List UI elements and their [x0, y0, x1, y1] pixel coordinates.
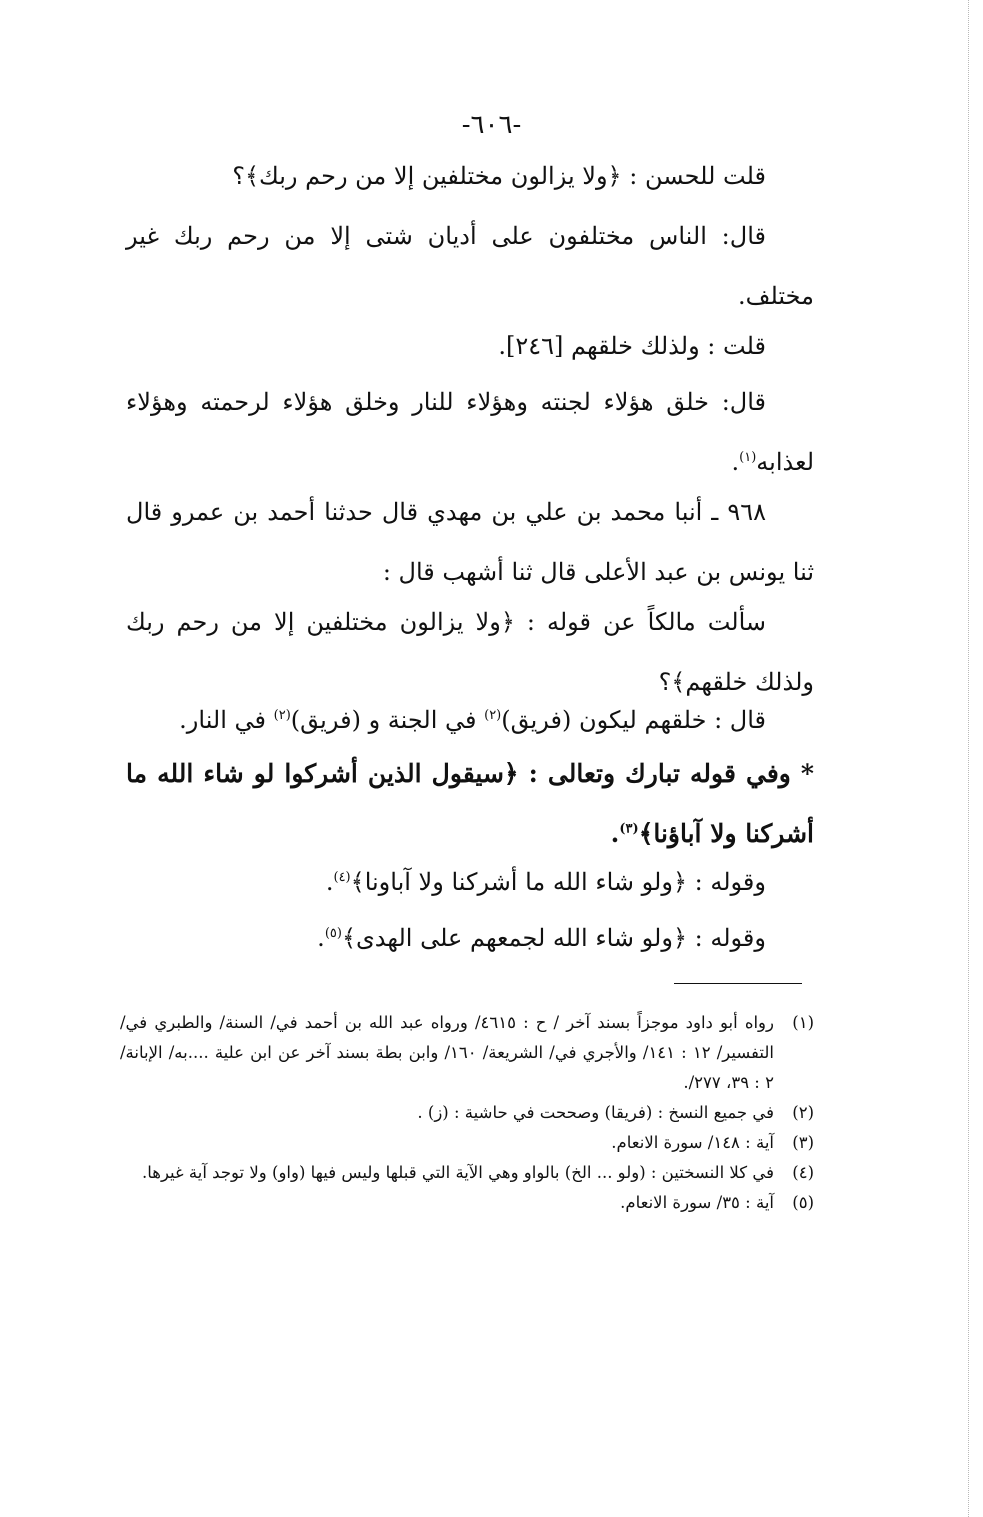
paragraph-verse-heading: [126, 744, 814, 864]
paragraph-question-hasan: [126, 146, 814, 206]
answer-creation-end: .: [731, 448, 740, 476]
footnote-3-key: (٣): [792, 1133, 814, 1152]
footnote-ref-1: (١): [739, 450, 757, 465]
footnote-4-text: في كلا النسختين : (ولو ... الخ) بالواو وهي الآية التي قبلها وليس فيها (واو) ولا توجد آية غيرها.: [141, 1163, 774, 1182]
answer-malik-part-c: في النار.: [179, 706, 274, 734]
footnote-1-text: رواه أبو داود موجزاً بسند آخر / ح : ٤٦١٥/ ورواه عبد الله بن أحمد في/ السنة/ والطبري في/ التفسير/ ١٢ : ١٤١/ والأجري في/ الشريعة/ ١٦٠/ وابن بطة بسند آخر عن ابن علية ....به/ الإبانة/ ٢ : ٣٩، ٢٧٧/.: [120, 1013, 774, 1092]
page-number: -٦٠٦-: [461, 110, 522, 140]
footnote-ref-3: (٣): [619, 821, 639, 837]
answer-malik-part-a: قال : خلقهم ليكون (فريق): [501, 706, 766, 734]
footnote-ref-4: (٤): [333, 870, 351, 885]
footnote-separator: [674, 983, 802, 984]
paragraph-question-creation: [126, 316, 814, 376]
footnote-2-text: في جميع النسخ : (فريقا) وصححت في حاشية : (ز) .: [417, 1103, 774, 1122]
footnote-3: [120, 1128, 814, 1158]
footnotes-section: [120, 1008, 814, 1218]
answer-malik-part-b: في الجنة و (فريق): [290, 706, 485, 734]
question-text: قلت للحسن : ﴿ولا يزالون مختلفين إلا من رحم ربك﴾؟: [232, 162, 766, 190]
footnote-ref-2a: (٢): [484, 708, 502, 723]
verse-quote-1-text: وقوله : ﴿ولو شاء الله ما أشركنا ولا آباونا﴾: [350, 868, 766, 896]
question-malik-text: سألت مالكاً عن قوله : ﴿ولا يزالون مختلفين إلا من رحم ربك ولذلك خلقهم﴾؟: [126, 608, 814, 696]
question-creation-text: قلت : ولذلك خلقهم [٢٤٦].: [498, 332, 766, 360]
verse-quote-2-end: .: [317, 924, 325, 952]
paragraph-answer-malik: [126, 690, 814, 750]
footnote-5: [120, 1188, 814, 1218]
answer-text: قال: الناس مختلفون على أديان شتى إلا من رحم ربك غير مختلف.: [126, 222, 814, 310]
paragraph-answer-creation: [126, 372, 814, 492]
verse-quote-1-end: .: [325, 868, 334, 896]
paragraph-answer-hasan: [126, 206, 814, 326]
footnote-ref-2b: (٢): [273, 708, 291, 723]
footnote-4-key: (٤): [792, 1163, 814, 1182]
footnote-1-key: (١): [792, 1013, 814, 1032]
footnote-3-text: آية : ١٤٨/ سورة الانعام.: [611, 1133, 774, 1152]
footnote-4: [120, 1158, 814, 1188]
paragraph-verse-quote-2: [126, 908, 814, 968]
footnote-2: [120, 1098, 814, 1128]
verse-heading-end: .: [610, 819, 620, 848]
footnote-5-key: (٥): [792, 1193, 814, 1212]
footnote-5-text: آية : ٣٥/ سورة الانعام.: [620, 1193, 774, 1212]
paragraph-verse-quote-1: [126, 852, 814, 912]
paragraph-narration-968: [126, 482, 814, 602]
footnote-1: [120, 1008, 814, 1098]
verse-heading-text: * وفي قوله تبارك وتعالى : ﴿سيقول الذين أشركوا لو شاء الله ما أشركنا ولا آباؤنا﴾: [126, 759, 814, 848]
page-edge-line: [968, 0, 969, 1517]
answer-creation-text: قال: خلق هؤلاء لجنته وهؤلاء للنار وخلق هؤلاء لرحمته وهؤلاء لعذابه: [126, 388, 814, 476]
footnote-2-key: (٢): [792, 1103, 814, 1122]
verse-quote-2-text: وقوله : ﴿ولو شاء الله لجمعهم على الهدى﴾: [341, 924, 766, 952]
narration-text: ٩٦٨ ـ أنبا محمد بن علي بن مهدي قال حدثنا أحمد بن عمرو قال ثنا يونس بن عبد الأعلى قال ثنا أشهب قال :: [126, 498, 814, 586]
footnote-ref-5: (٥): [324, 926, 342, 941]
